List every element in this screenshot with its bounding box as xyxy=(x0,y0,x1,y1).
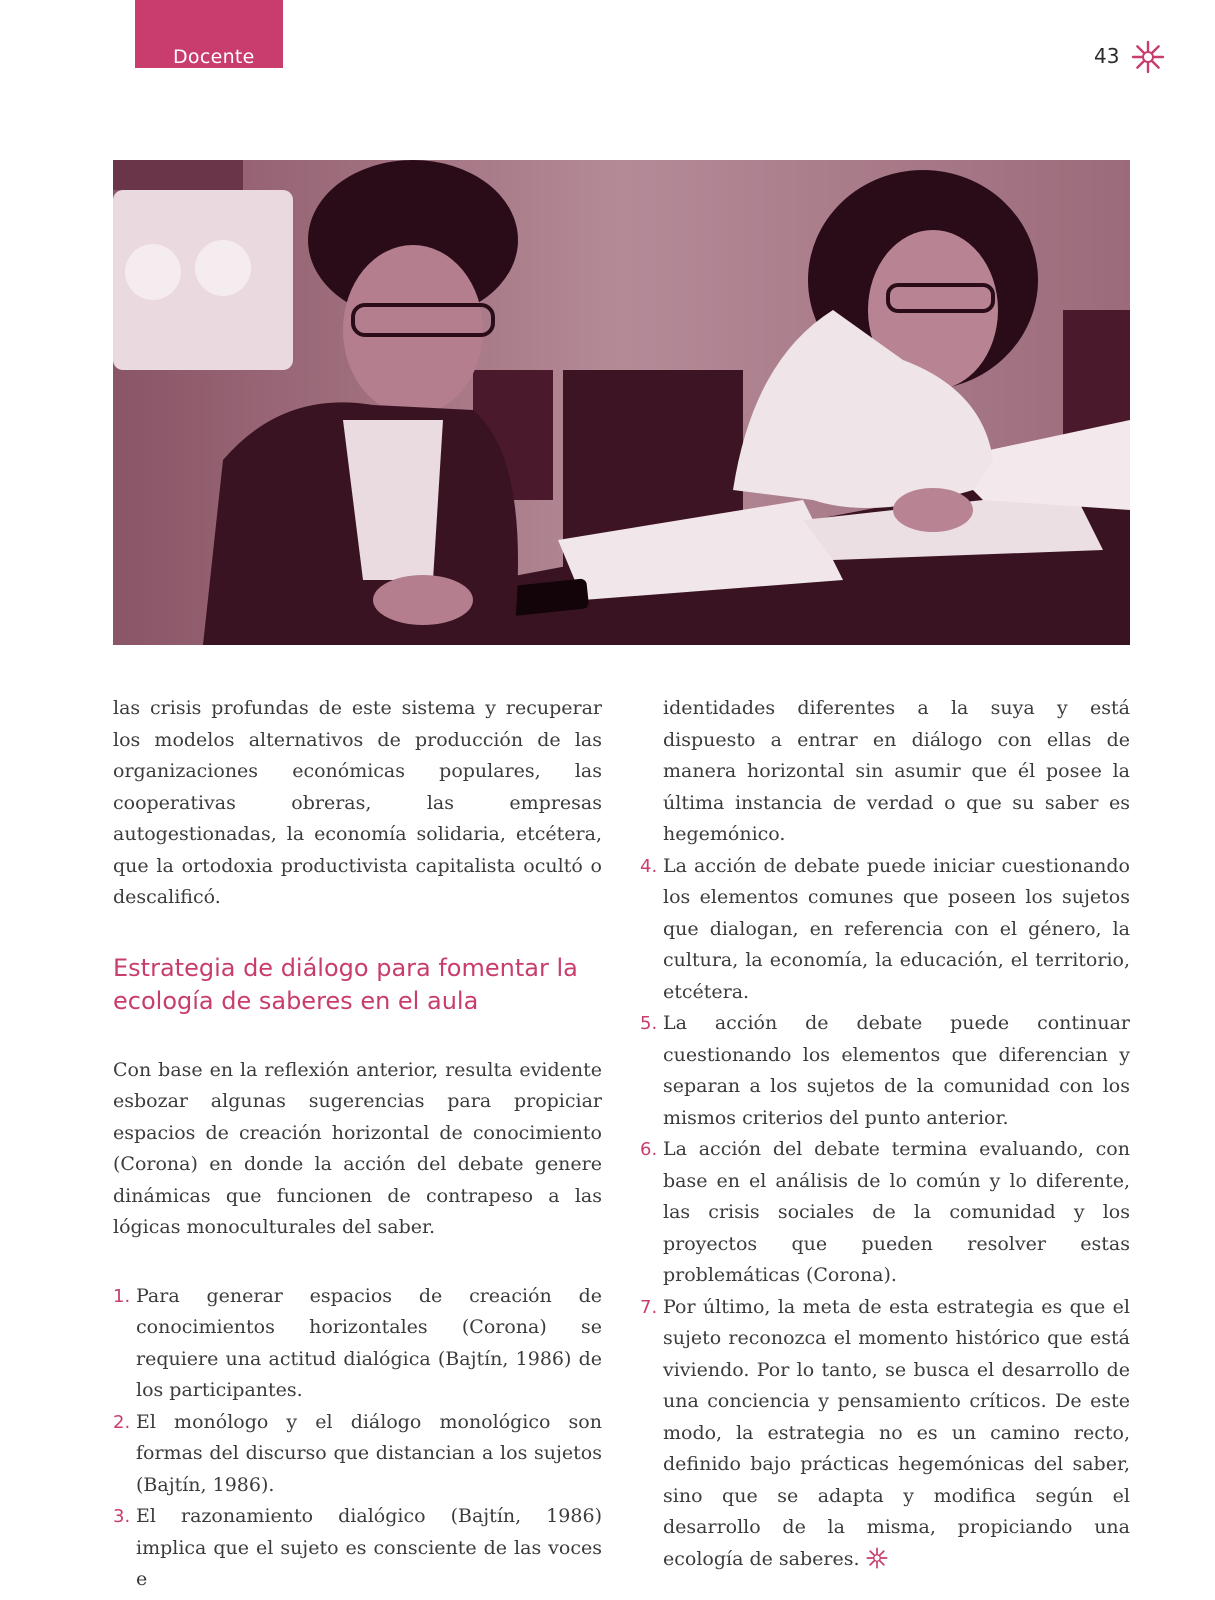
list-text: La acción de debate puede iniciar cuestionando los elementos comunes que poseen los sujetos que dialogan, en referencia con el género, la cultura, la economía, la educación, el territorio, etcétera. xyxy=(663,854,1130,1003)
section-tab xyxy=(135,0,283,68)
list-text: identidades diferentes a la suya y está dispuesto a entrar en diálogo con ellas de manera horizontal sin asumir que él posee la última instancia de verdad o que su saber es hegemónico. xyxy=(663,697,1130,845)
list-item xyxy=(640,851,1130,1009)
page-number: 43 xyxy=(1094,44,1120,68)
list-number: 5. xyxy=(640,1013,658,1034)
list-item xyxy=(113,1407,602,1502)
list-item xyxy=(640,1134,1130,1292)
list-text: El monólogo y el diálogo monológico son formas del discurso que distancian a los sujetos (Bajtín, 1986). xyxy=(136,1410,602,1496)
list-text: El razonamiento dialógico (Bajtín, 1986) implica que el sujeto es consciente de las voces e xyxy=(136,1505,602,1590)
body-paragraph: Con base en la reflexión anterior, resulta evidente esbozar algunas sugerencias para propiciar espacios de creación horizontal de conocimiento (Corona) en donde la acción del debate genere dinámicas que funcionen de contrapeso a las lógicas monoculturales del saber. xyxy=(113,1058,602,1238)
section-label: Docente xyxy=(173,46,255,68)
list-item xyxy=(640,1292,1130,1576)
flower-icon xyxy=(866,1547,888,1569)
list-number: 3. xyxy=(113,1506,131,1527)
photo-illustration xyxy=(113,160,1130,645)
list-item-continuation xyxy=(640,693,1130,851)
list-item xyxy=(113,1501,602,1596)
list-text: La acción de debate puede continuar cuestionando los elementos que diferencian y separan a los sujetos de la comunidad con los mismos criterios del punto anterior. xyxy=(663,1012,1130,1129)
strategy-list-left xyxy=(113,1281,602,1596)
flower-icon xyxy=(1131,40,1165,74)
list-number: 6. xyxy=(640,1139,658,1160)
strategy-list-right xyxy=(640,693,1130,1575)
list-number: 4. xyxy=(640,855,658,877)
list-text: Para generar espacios de creación de conocimientos horizontales (Corona) se requiere una actitud dialógica (Bajtín, 1986) de los participantes. xyxy=(136,1284,602,1401)
list-number: 2. xyxy=(113,1411,131,1433)
list-number: 1. xyxy=(113,1285,131,1307)
list-item xyxy=(640,1008,1130,1134)
intro-paragraph: las crisis profundas de este sistema y recuperar los modelos alternativos de producción de las organizaciones económicas populares, las cooperativas obreras, las empresas autogestionadas, la economía solidaria, etcétera, que la ortodoxia productivista capitalista ocultó o descalificó. xyxy=(113,697,602,908)
right-column xyxy=(640,693,1130,1575)
list-text: Por último, la meta de esta estrategia es que el sujeto reconozca el momento histórico que está viviendo. Por lo tanto, se busca el desarrollo de una conciencia y pensamiento críticos. De este modo, la estrategia no es un camino recto, definido bajo prácticas hegemónicas del saber, sino que se adapta y modifica según el desarrollo de la misma, propiciando una ecología de saberes. xyxy=(663,1295,1130,1570)
teachers-photo xyxy=(113,160,1130,645)
list-text: La acción del debate termina evaluando, con base en el análisis de lo común y lo diferente, las crisis sociales de la comunidad y los proyectos que pueden resolver estas problemáticas (Corona). xyxy=(663,1138,1130,1286)
list-number: 7. xyxy=(640,1296,658,1318)
left-column xyxy=(113,693,602,1596)
list-item xyxy=(113,1281,602,1407)
section-heading: Estrategia de diálogo para fomentar la ecología de saberes en el aula xyxy=(113,953,578,1015)
